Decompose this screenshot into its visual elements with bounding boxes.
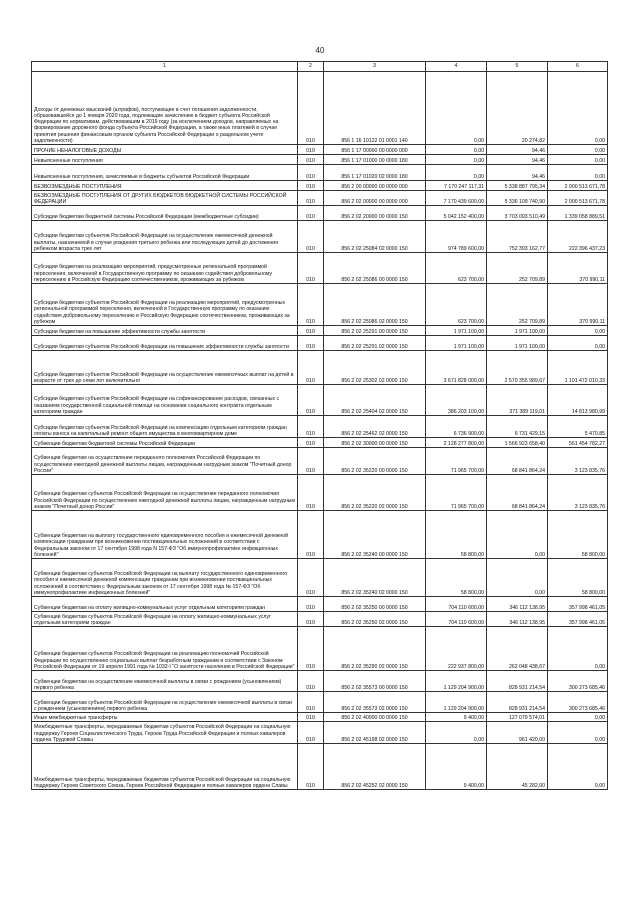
row-code: 010: [298, 438, 324, 448]
table-row: [32, 722, 608, 744]
row-budget-classification-code: 856 2 02 25084 02 0000 150: [324, 221, 426, 253]
table-row: [32, 744, 608, 790]
row-code: 010: [298, 181, 324, 191]
row-code: 010: [298, 559, 324, 597]
row-code: 010: [298, 416, 324, 438]
row-executed-amount: 127 079 574,01: [487, 713, 548, 722]
row-approved-amount: 0,00: [426, 72, 487, 145]
row-budget-classification-code: 856 2 02 35240 00 0000 150: [324, 511, 426, 559]
row-code: 010: [298, 351, 324, 385]
table-row: [32, 416, 608, 438]
row-unexecuted-amount: 222 396 437,23: [548, 221, 608, 253]
row-unexecuted-amount: 5 470,85: [548, 416, 608, 438]
row-approved-amount: 7 170 247 117,31: [426, 181, 487, 191]
row-approved-amount: 704 110 600,00: [426, 612, 487, 627]
row-executed-amount: 94,46: [487, 145, 548, 155]
row-code: 010: [298, 627, 324, 671]
column-header: 3: [324, 62, 426, 72]
row-unexecuted-amount: 0,00: [548, 155, 608, 165]
column-header: 5: [487, 62, 548, 72]
row-approved-amount: 1 129 204 900,00: [426, 671, 487, 692]
row-unexecuted-amount: 1 101 472 010,33: [548, 351, 608, 385]
table-row: [32, 165, 608, 181]
row-approved-amount: 1 971 100,00: [426, 336, 487, 351]
row-code: 010: [298, 722, 324, 744]
row-budget-classification-code: 856 2 02 35250 02 0000 150: [324, 612, 426, 627]
row-description: Субвенции бюджетам субъектов Российской Федерации на осуществление ежемесячной выплаты в связи с рождением (усыновлением) первого ребенка: [32, 692, 298, 713]
table-row: [32, 559, 608, 597]
row-executed-amount: 961 420,00: [487, 722, 548, 744]
table-row: [32, 713, 608, 722]
row-code: 010: [298, 253, 324, 284]
row-budget-classification-code: 856 1 17 00000 00 0000 000: [324, 145, 426, 155]
row-budget-classification-code: 856 2 02 25291 00 0000 150: [324, 326, 426, 336]
row-approved-amount: 9 400,00: [426, 744, 487, 790]
table-row: [32, 385, 608, 416]
row-approved-amount: 0,00: [426, 155, 487, 165]
row-description: Субсидии бюджетам субъектов Российской Федерации на повышение эффективности службы занятости: [32, 336, 298, 351]
row-code: 010: [298, 597, 324, 612]
row-budget-classification-code: 856 2 02 35240 02 0000 150: [324, 559, 426, 597]
row-code: 010: [298, 284, 324, 326]
row-description: Субвенции бюджетам на выплату государственного единовременного пособия и ежемесячной денежной компенсации гражданам при возникновении поствакцинальных осложнений в соответствии с Федеральным законом от 17 сентября 1998 года N 157-ФЗ "Об иммунопрофилактике инфекционных болезней": [32, 511, 298, 559]
row-executed-amount: 3 703 093 510,49: [487, 206, 548, 221]
row-executed-amount: 5 338 887 795,34: [487, 181, 548, 191]
row-description: Субвенции бюджетам на осуществление переданного полномочия Российской Федерации по осуществлению ежегодной денежной выплаты лицам, награжденным нагрудным знаком "Почетный донор России": [32, 448, 298, 475]
row-code: 010: [298, 191, 324, 206]
row-approved-amount: 7 170 439 600,00: [426, 191, 487, 206]
table-row: [32, 597, 608, 612]
table-row: [32, 155, 608, 165]
row-code: 010: [298, 326, 324, 336]
row-approved-amount: 2 128 277 800,00: [426, 438, 487, 448]
row-unexecuted-amount: 58 800,00: [548, 511, 608, 559]
table-row: [32, 253, 608, 284]
row-approved-amount: 3 671 828 000,00: [426, 351, 487, 385]
row-executed-amount: 0,00: [487, 559, 548, 597]
row-code: 010: [298, 612, 324, 627]
row-unexecuted-amount: 370 990,11: [548, 253, 608, 284]
row-budget-classification-code: 856 2 02 35290 02 0000 150: [324, 627, 426, 671]
row-budget-classification-code: 856 2 02 20000 00 0000 150: [324, 206, 426, 221]
table-row: [32, 692, 608, 713]
row-budget-classification-code: 856 2 02 00000 00 0000 000: [324, 191, 426, 206]
row-description: Субсидии бюджетам субъектов Российской Федерации на софинансирование расходов, связанных с оказанием государственной социальной помощи на основании социального контракта отдельным категориям граждан: [32, 385, 298, 416]
row-budget-classification-code: 856 1 17 01000 00 0000 180: [324, 155, 426, 165]
row-unexecuted-amount: 0,00: [548, 627, 608, 671]
row-executed-amount: 752 393 162,77: [487, 221, 548, 253]
row-code: 010: [298, 511, 324, 559]
row-description: Субсидии бюджетам субъектов Российской Федерации на реализацию мероприятий, предусмотренных региональной программой переселения, включенной в Государственную программу по оказанию содействия добровольному переселению в Российскую Федерацию соотечественников, проживающих за рубежом: [32, 284, 298, 326]
row-approved-amount: 0,00: [426, 165, 487, 181]
row-executed-amount: 1 971 100,00: [487, 336, 548, 351]
row-code: 010: [298, 385, 324, 416]
row-executed-amount: 828 931 214,54: [487, 692, 548, 713]
table-row: [32, 612, 608, 627]
row-budget-classification-code: 856 2 02 35220 00 0000 150: [324, 448, 426, 475]
row-unexecuted-amount: 0,00: [548, 165, 608, 181]
row-executed-amount: 2 570 355 989,67: [487, 351, 548, 385]
row-budget-classification-code: 856 2 02 25404 02 0000 150: [324, 385, 426, 416]
row-description: Межбюджетные трансферты, передаваемые бюджетам субъектов Российской Федерации на социальную поддержку Героев Советского Союза, Героев Российской Федерации и полных кавалеров ордена Славы: [32, 744, 298, 790]
table-row: [32, 511, 608, 559]
row-unexecuted-amount: 561 454 782,27: [548, 438, 608, 448]
row-budget-classification-code: 856 1 16 10122 01 0001 140: [324, 72, 426, 145]
row-description: Иные межбюджетные трансферты: [32, 713, 298, 722]
row-code: 010: [298, 713, 324, 722]
row-description: Субвенции бюджетам на осуществление ежемесячной выплаты в связи с рождением (усыновлением) первого ребенка: [32, 671, 298, 692]
row-unexecuted-amount: 1 339 058 889,51: [548, 206, 608, 221]
row-approved-amount: 6 736 900,00: [426, 416, 487, 438]
row-approved-amount: 5 042 152 400,00: [426, 206, 487, 221]
table-row: [32, 475, 608, 511]
row-executed-amount: 346 112 138,95: [487, 597, 548, 612]
row-description: Субвенции бюджетам субъектов Российской Федерации на реализацию полномочий Российской Федерации по осуществлению социальных выплат безработным гражданам в соответствии с Законом Российской Федерации от 19 апреля 1991 года № 1032-I "О занятости населения в Российской Федерации": [32, 627, 298, 671]
row-approved-amount: 1 129 204 900,00: [426, 692, 487, 713]
row-executed-amount: 0,00: [487, 511, 548, 559]
row-description: Субсидии бюджетам на повышение эффективности службы занятости: [32, 326, 298, 336]
row-unexecuted-amount: 0,00: [548, 72, 608, 145]
row-executed-amount: 5 336 109 740,90: [487, 191, 548, 206]
table-row: [32, 221, 608, 253]
row-unexecuted-amount: 0,00: [548, 713, 608, 722]
row-description: Субвенции бюджетам субъектов Российской Федерации на оплату жилищно-коммунальных услуг отдельным категориям граждан: [32, 612, 298, 627]
row-budget-classification-code: 856 2 02 25302 02 0000 150: [324, 351, 426, 385]
row-unexecuted-amount: 0,00: [548, 336, 608, 351]
row-budget-classification-code: 856 2 02 35220 02 0000 150: [324, 475, 426, 511]
row-description: Межбюджетные трансферты, передаваемые бюджетам субъектов Российской Федерации на социальную поддержку Героев Социалистического Труда, Героев Труда Российской Федерации и полных кавалеров ордена Трудовой Славы: [32, 722, 298, 744]
row-description: Невыясненные поступления, зачисляемые в бюджеты субъектов Российской Федерации: [32, 165, 298, 181]
table-row: [32, 284, 608, 326]
row-unexecuted-amount: 370 990,11: [548, 284, 608, 326]
budget-table: [31, 61, 608, 790]
row-approved-amount: 974 789 600,00: [426, 221, 487, 253]
table-row: [32, 336, 608, 351]
row-unexecuted-amount: 0,00: [548, 722, 608, 744]
row-code: 010: [298, 155, 324, 165]
row-approved-amount: 704 110 600,00: [426, 597, 487, 612]
row-unexecuted-amount: 357 998 461,05: [548, 612, 608, 627]
row-approved-amount: 9 400,00: [426, 713, 487, 722]
row-approved-amount: 58 800,00: [426, 559, 487, 597]
row-approved-amount: 623 700,00: [426, 253, 487, 284]
table-row: [32, 191, 608, 206]
row-description: Субвенции бюджетам бюджетной системы Российской Федерации: [32, 438, 298, 448]
row-executed-amount: 68 841 864,24: [487, 448, 548, 475]
table-row: [32, 627, 608, 671]
row-code: 010: [298, 165, 324, 181]
row-unexecuted-amount: 0,00: [548, 326, 608, 336]
row-executed-amount: 1 971 100,00: [487, 326, 548, 336]
row-approved-amount: 386 203 100,00: [426, 385, 487, 416]
row-unexecuted-amount: 300 273 685,46: [548, 692, 608, 713]
row-executed-amount: 68 841 864,24: [487, 475, 548, 511]
row-description: Доходы от денежных взысканий (штрафов), поступающие в счет погашения задолженности, образовавшейся до 1 января 2020 года, подлежащие зачислению в бюджет субъекта Российской Федерации по нормативам, действовавшим в 2019 году (за исключением доходов, направляемых на формирование дорожного фонда субъекта Российской Федерации, а также иных платежей в случае принятия решения финансовым органом субъекта Российской Федерации о раздельном учете задолженности): [32, 72, 298, 145]
row-code: 010: [298, 206, 324, 221]
column-header: 4: [426, 62, 487, 72]
row-budget-classification-code: 856 2 02 45252 02 0000 150: [324, 744, 426, 790]
row-budget-classification-code: 856 2 02 35573 02 0000 150: [324, 692, 426, 713]
row-executed-amount: 252 709,89: [487, 284, 548, 326]
row-budget-classification-code: 856 2 02 35573 00 0000 150: [324, 671, 426, 692]
table-row: [32, 671, 608, 692]
table-row: [32, 438, 608, 448]
row-approved-amount: 58 800,00: [426, 511, 487, 559]
row-executed-amount: 252 709,89: [487, 253, 548, 284]
row-description: Субсидии бюджетам бюджетной системы Российской Федерации (межбюджетные субсидии): [32, 206, 298, 221]
row-description: Субвенции бюджетам субъектов Российской Федерации на осуществление переданного полномочия Российской Федерации по осуществлению ежегодной денежной выплаты лицам, награжденным нагрудным знаком "Почетный донор России": [32, 475, 298, 511]
row-approved-amount: 0,00: [426, 722, 487, 744]
row-approved-amount: 222 937 800,00: [426, 627, 487, 671]
row-budget-classification-code: 856 2 02 25086 00 0000 150: [324, 253, 426, 284]
row-unexecuted-amount: 58 800,00: [548, 559, 608, 597]
row-executed-amount: 346 112 138,95: [487, 612, 548, 627]
row-unexecuted-amount: 2 000 513 671,78: [548, 181, 608, 191]
row-executed-amount: 94,46: [487, 155, 548, 165]
table-row: [32, 206, 608, 221]
row-description: Субвенции бюджетам субъектов Российской Федерации на выплату государственного единовременного пособия и ежемесячной денежной компенсации гражданам при возникновении поствакцинальных осложнений в соответствии с Федеральным законом от 17 сентября 1998 года № 157-ФЗ "Об иммунопрофилактике инфекционных болезней": [32, 559, 298, 597]
row-code: 010: [298, 221, 324, 253]
row-executed-amount: 262 048 438,67: [487, 627, 548, 671]
table-row: [32, 145, 608, 155]
table-row: [32, 72, 608, 145]
row-description: БЕЗВОЗМЕЗДНЫЕ ПОСТУПЛЕНИЯ ОТ ДРУГИХ БЮДЖЕТОВ БЮДЖЕТНОЙ СИСТЕМЫ РОССИЙСКОЙ ФЕДЕРАЦИИ: [32, 191, 298, 206]
table-row: [32, 448, 608, 475]
row-description: Субсидии бюджетам на реализацию мероприятий, предусмотренных региональной программой переселения, включенной в Государственную программу по оказанию содействия добровольному переселению в Российскую Федерацию соотечественников, проживающих за рубежом: [32, 253, 298, 284]
row-code: 010: [298, 744, 324, 790]
column-header: 6: [548, 62, 608, 72]
row-code: 010: [298, 72, 324, 145]
row-budget-classification-code: 856 2 02 40000 00 0000 150: [324, 713, 426, 722]
row-description: Субсидии бюджетам субъектов Российской Федерации на компенсацию отдельным категориям граждан оплаты взноса на капитальный ремонт общего имущества в многоквартирном доме: [32, 416, 298, 438]
table-row: [32, 181, 608, 191]
row-unexecuted-amount: 300 273 685,46: [548, 671, 608, 692]
table-row: [32, 326, 608, 336]
table-row: [32, 351, 608, 385]
row-unexecuted-amount: 14 813 980,99: [548, 385, 608, 416]
row-unexecuted-amount: 2 000 513 671,78: [548, 191, 608, 206]
row-budget-classification-code: 856 2 02 25086 02 0000 150: [324, 284, 426, 326]
row-description: Невыясненные поступления: [32, 155, 298, 165]
row-budget-classification-code: 856 2 02 25462 02 0000 150: [324, 416, 426, 438]
row-budget-classification-code: 856 1 17 01020 02 0000 180: [324, 165, 426, 181]
row-executed-amount: 1 566 923 658,40: [487, 438, 548, 448]
row-unexecuted-amount: 3 123 835,76: [548, 475, 608, 511]
row-executed-amount: 94,46: [487, 165, 548, 181]
row-executed-amount: 45 282,00: [487, 744, 548, 790]
row-approved-amount: 71 965 700,00: [426, 448, 487, 475]
table-header-row: [32, 62, 608, 72]
row-executed-amount: 371 389 119,01: [487, 385, 548, 416]
row-description: ПРОЧИЕ НЕНАЛОГОВЫЕ ДОХОДЫ: [32, 145, 298, 155]
row-code: 010: [298, 448, 324, 475]
row-description: Субвенции бюджетам на оплату жилищно-коммунальных услуг отдельным категориям граждан: [32, 597, 298, 612]
column-header: 1: [32, 62, 298, 72]
row-executed-amount: 6 731 429,15: [487, 416, 548, 438]
row-unexecuted-amount: 357 998 461,05: [548, 597, 608, 612]
row-budget-classification-code: 856 2 02 35250 00 0000 150: [324, 597, 426, 612]
row-executed-amount: 828 931 214,54: [487, 671, 548, 692]
column-header: 2: [298, 62, 324, 72]
row-approved-amount: 623 700,00: [426, 284, 487, 326]
row-code: 010: [298, 671, 324, 692]
row-code: 010: [298, 145, 324, 155]
row-description: БЕЗВОЗМЕЗДНЫЕ ПОСТУПЛЕНИЯ: [32, 181, 298, 191]
row-unexecuted-amount: 0,00: [548, 744, 608, 790]
row-code: 010: [298, 336, 324, 351]
row-budget-classification-code: 856 2 02 30000 00 0000 150: [324, 438, 426, 448]
row-budget-classification-code: 856 2 02 25291 02 0000 150: [324, 336, 426, 351]
row-budget-classification-code: 856 2 02 45198 02 0000 150: [324, 722, 426, 744]
row-description: Субсидии бюджетам субъектов Российской Федерации на осуществление ежемесячных выплат на детей в возрасте от трех до семи лет включительно: [32, 351, 298, 385]
row-budget-classification-code: 856 2 00 00000 00 0000 000: [324, 181, 426, 191]
row-executed-amount: 20 274,82: [487, 72, 548, 145]
row-unexecuted-amount: 0,00: [548, 145, 608, 155]
row-code: 010: [298, 475, 324, 511]
row-code: 010: [298, 692, 324, 713]
row-approved-amount: 0,00: [426, 145, 487, 155]
row-unexecuted-amount: 3 123 835,76: [548, 448, 608, 475]
row-approved-amount: 1 971 100,00: [426, 326, 487, 336]
row-description: Субсидии бюджетам субъектов Российской Федерации на осуществление ежемесячной денежной выплаты, назначаемой в случае рождения третьего ребенка или последующих детей до достижения ребенком возраста трех лет: [32, 221, 298, 253]
row-approved-amount: 71 965 700,00: [426, 475, 487, 511]
page-number: 40: [315, 46, 325, 55]
